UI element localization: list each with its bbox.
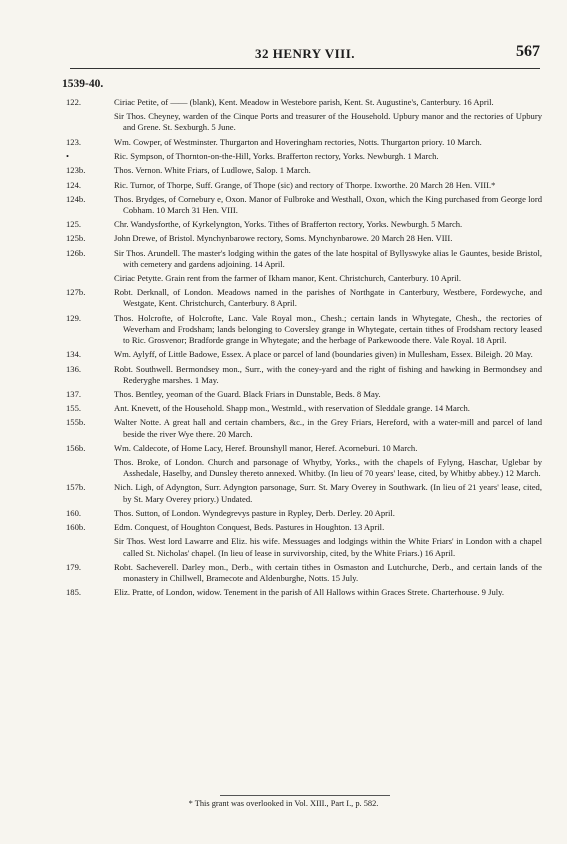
footnote-rule <box>220 795 390 796</box>
entry-number: 156b. <box>66 442 86 453</box>
year-heading: 1539-40. <box>62 78 104 90</box>
entry-number: 127b. <box>66 287 86 298</box>
list-item <box>62 536 542 558</box>
entry-number: 123. <box>66 136 82 147</box>
list-item <box>62 287 542 309</box>
entry-text: Sir Thos. West lord Lawarre and Eliz. his wife. Messuages and lodgings within the White Friars' in London with a chapel called St. Nicholas' chapel. (In lieu of lease in survivorship, cited, by the White Friars.) 16 April. <box>114 536 542 558</box>
entry-text: John Drewe, of Bristol. Mynchynbarowe rectory, Soms. Mynchynbarowe. 20 March 28 Hen. VIII. <box>114 233 453 244</box>
entry-number: 155b. <box>66 417 86 428</box>
entry-text: Ric. Turnor, of Thorpe, Suff. Grange, of Thope (sic) and rectory of Thorpe. Ixworthe. 20 March 28 Hen. VIII.* <box>114 179 496 190</box>
entry-text: Walter Notte. A great hall and certain chambers, &c., in the Grey Friars, Hereford, with a water-mill and parcel of land beside the river Wye there. 20 March. <box>114 417 542 439</box>
entry-text: Chr. Wandysforthe, of Kyrkelyngton, Yorks. Tithes of Brafferton rectory, Yorks. Newburgh. 5 March. <box>114 219 463 230</box>
list-item <box>62 349 542 360</box>
list-item <box>62 219 542 230</box>
list-item <box>62 194 542 216</box>
list-item <box>62 389 542 400</box>
entry-number: 126b. <box>66 247 86 258</box>
entry-text: Robt. Southwell. Bermondsey mon., Surr., with the coney-yard and the right of fishing and hawking in Bermondsey and Rederyghe marshes. 1 May. <box>114 363 542 385</box>
entry-number: 136. <box>66 363 82 374</box>
list-item <box>62 273 542 284</box>
entry-text: Thos. Vernon. White Friars, of Ludlowe, Salop. 1 March. <box>114 165 311 176</box>
entry-text: Ciriac Petite, of —— (blank), Kent. Meadow in Westebore parish, Kent. St. Augustine's, Canterbury. 16 April. <box>114 97 494 107</box>
entry-number: 134. <box>66 349 82 360</box>
watermark-left <box>10 130 32 750</box>
entry-number: 123b. <box>66 165 86 176</box>
page-title: 32 HENRY VIII. <box>254 46 356 61</box>
running-header <box>70 43 540 64</box>
watermark-right <box>539 130 561 750</box>
entry-number: 155. <box>66 403 82 414</box>
list-item <box>62 508 542 519</box>
list-item <box>62 417 542 439</box>
entry-text: Thos. Holcrofte, of Holcrofte, Lanc. Vale Royal mon., Chesh.; certain lands in Whytegate, Chesh., the rectories of Weverham and Frodsham; lands belonging to Coversley grange in Whytegate, certain tithes of Frodsham rectory leased to Ric. Grosvenor; Bradforde grange in Whytegate; and the herbage of Parkewoode there. Vale Royal. 18 April. <box>114 312 542 345</box>
entry-text: Robt. Derknall, of London. Meadows named in the parishes of Northgate in Canterbury, Westbere, Fordewyche, and Westgate, Kent. Christchurch, Canterbury. 8 April. <box>114 287 542 309</box>
list-item <box>62 111 542 133</box>
list-item <box>62 248 542 270</box>
entry-text: Thos. Bentley, yeoman of the Guard. Black Friars in Dunstable, Beds. 8 May. <box>114 388 381 399</box>
list-item <box>62 137 542 148</box>
list-item <box>62 165 542 176</box>
entry-number: 157b. <box>66 482 86 493</box>
entry-list <box>62 97 542 601</box>
list-item <box>62 403 542 414</box>
entry-text: Edm. Conquest, of Houghton Conquest, Beds. Pastures in Houghton. 13 April. <box>114 522 385 533</box>
entry-text: Ant. Knevett, of the Household. Shapp mon., Westmld., with reservation of Sleddale grange. 14 March. <box>114 403 470 414</box>
entry-text: Wm. Caldecote, of Home Lacy, Heref. Brounshyll manor, Heref. Acorneburi. 10 March. <box>114 442 418 453</box>
list-item <box>62 364 542 386</box>
footnote: * This grant was overlooked in Vol. XIII., Part I., p. 582. <box>188 799 379 808</box>
page-number: 567 <box>516 43 540 60</box>
list-item <box>62 587 542 598</box>
entry-text: Eliz. Pratte, of London, widow. Tenement in the parish of All Hallows within Graces Strete. Charterhouse. 9 July. <box>114 587 505 598</box>
entry-number: 137. <box>66 388 82 399</box>
list-item <box>62 562 542 584</box>
entry-number: 160b. <box>66 522 86 533</box>
entry-number: 124. <box>66 179 82 190</box>
entry-text: Thos. Brydges, of Cornebury e, Oxon. Manor of Fulbroke and Westhall, Oxon, which the King purchased from George lord Cobham. 10 March 31 Hen. VIII. <box>114 193 542 215</box>
list-item <box>62 151 542 162</box>
entry-number: • <box>66 150 70 161</box>
entry-number: 124b. <box>66 193 86 204</box>
list-item <box>62 443 542 454</box>
entry-text: Thos. Broke, of London. Church and parsonage of Whytby, Yorks., with the chapels of Fylyng, Haschar, Uglebar by Asshedale, Haselby, and Dunsley thereto annexed. Whitby. (In lieu of 70 years' lease, cited, by Whitby abbey.) 12 March. <box>114 457 542 479</box>
entry-text: Sir Thos. Cheyney, warden of the Cinque Ports and treasurer of the Household. Upbury manor and the rectories of Upbury and Grene. St. Sexburgh. 5 June. <box>114 111 542 133</box>
entry-number: 185. <box>66 587 82 598</box>
entry-text: Nich. Ligh, of Adyngton, Surr. Adyngton parsonage, Surr. St. Mary Overey in Southwark. (In lieu of 21 years' lease, cited, by St. Mary Overey priory.) Undated. <box>114 482 542 504</box>
entry-text: Robt. Sacheverell. Darley mon., Derb., with certain tithes in Osmaston and Lutchurche, Derb., and certain lands of the monastery in Chillwell, Bramecote and Aldenburghe, Notts. 15 July. <box>114 561 542 583</box>
list-item <box>62 97 542 108</box>
entry-text: Ric. Sympson, of Thornton-on-the-Hill, Yorks. Brafferton rectory, Yorks. Newburgh. 1 March. <box>114 150 439 161</box>
list-item <box>62 233 542 244</box>
entry-text: Wm. Cowper, of Westminster. Thurgarton and Hoveringham rectories, Notts. Thurgarton priory. 10 March. <box>114 136 482 147</box>
list-item <box>62 522 542 533</box>
entry-number: 122. <box>66 97 82 107</box>
header-rule <box>70 68 540 69</box>
entry-text: Sir Thos. Arundell. The master's lodging within the gates of the late hospital of Byllyswyke alias le Gauntes, beside Bristol, with cemetery and gardens adjoining. 14 April. <box>114 247 542 269</box>
list-item <box>62 457 542 479</box>
entry-number: 125b. <box>66 233 86 244</box>
entry-text: Thos. Sutton, of London. Wyndegrevys pasture in Rypley, Derb. Derley. 20 April. <box>114 507 395 518</box>
entry-number: 129. <box>66 312 82 323</box>
list-item <box>62 180 542 191</box>
entry-text: Ciriac Petytte. Grain rent from the farmer of Ikham manor, Kent. Christchurch, Canterbury. 10 April. <box>114 273 462 284</box>
entry-text: Wm. Aylyff, of Little Badowe, Essex. A place or parcel of land (boundaries given) in Mullesham, Essex. Bileigh. 20 May. <box>114 349 533 360</box>
entry-number: 125. <box>66 219 82 230</box>
list-item <box>62 313 542 346</box>
entry-number: 179. <box>66 561 82 572</box>
list-item <box>62 482 542 504</box>
entry-number: 160. <box>66 507 82 518</box>
